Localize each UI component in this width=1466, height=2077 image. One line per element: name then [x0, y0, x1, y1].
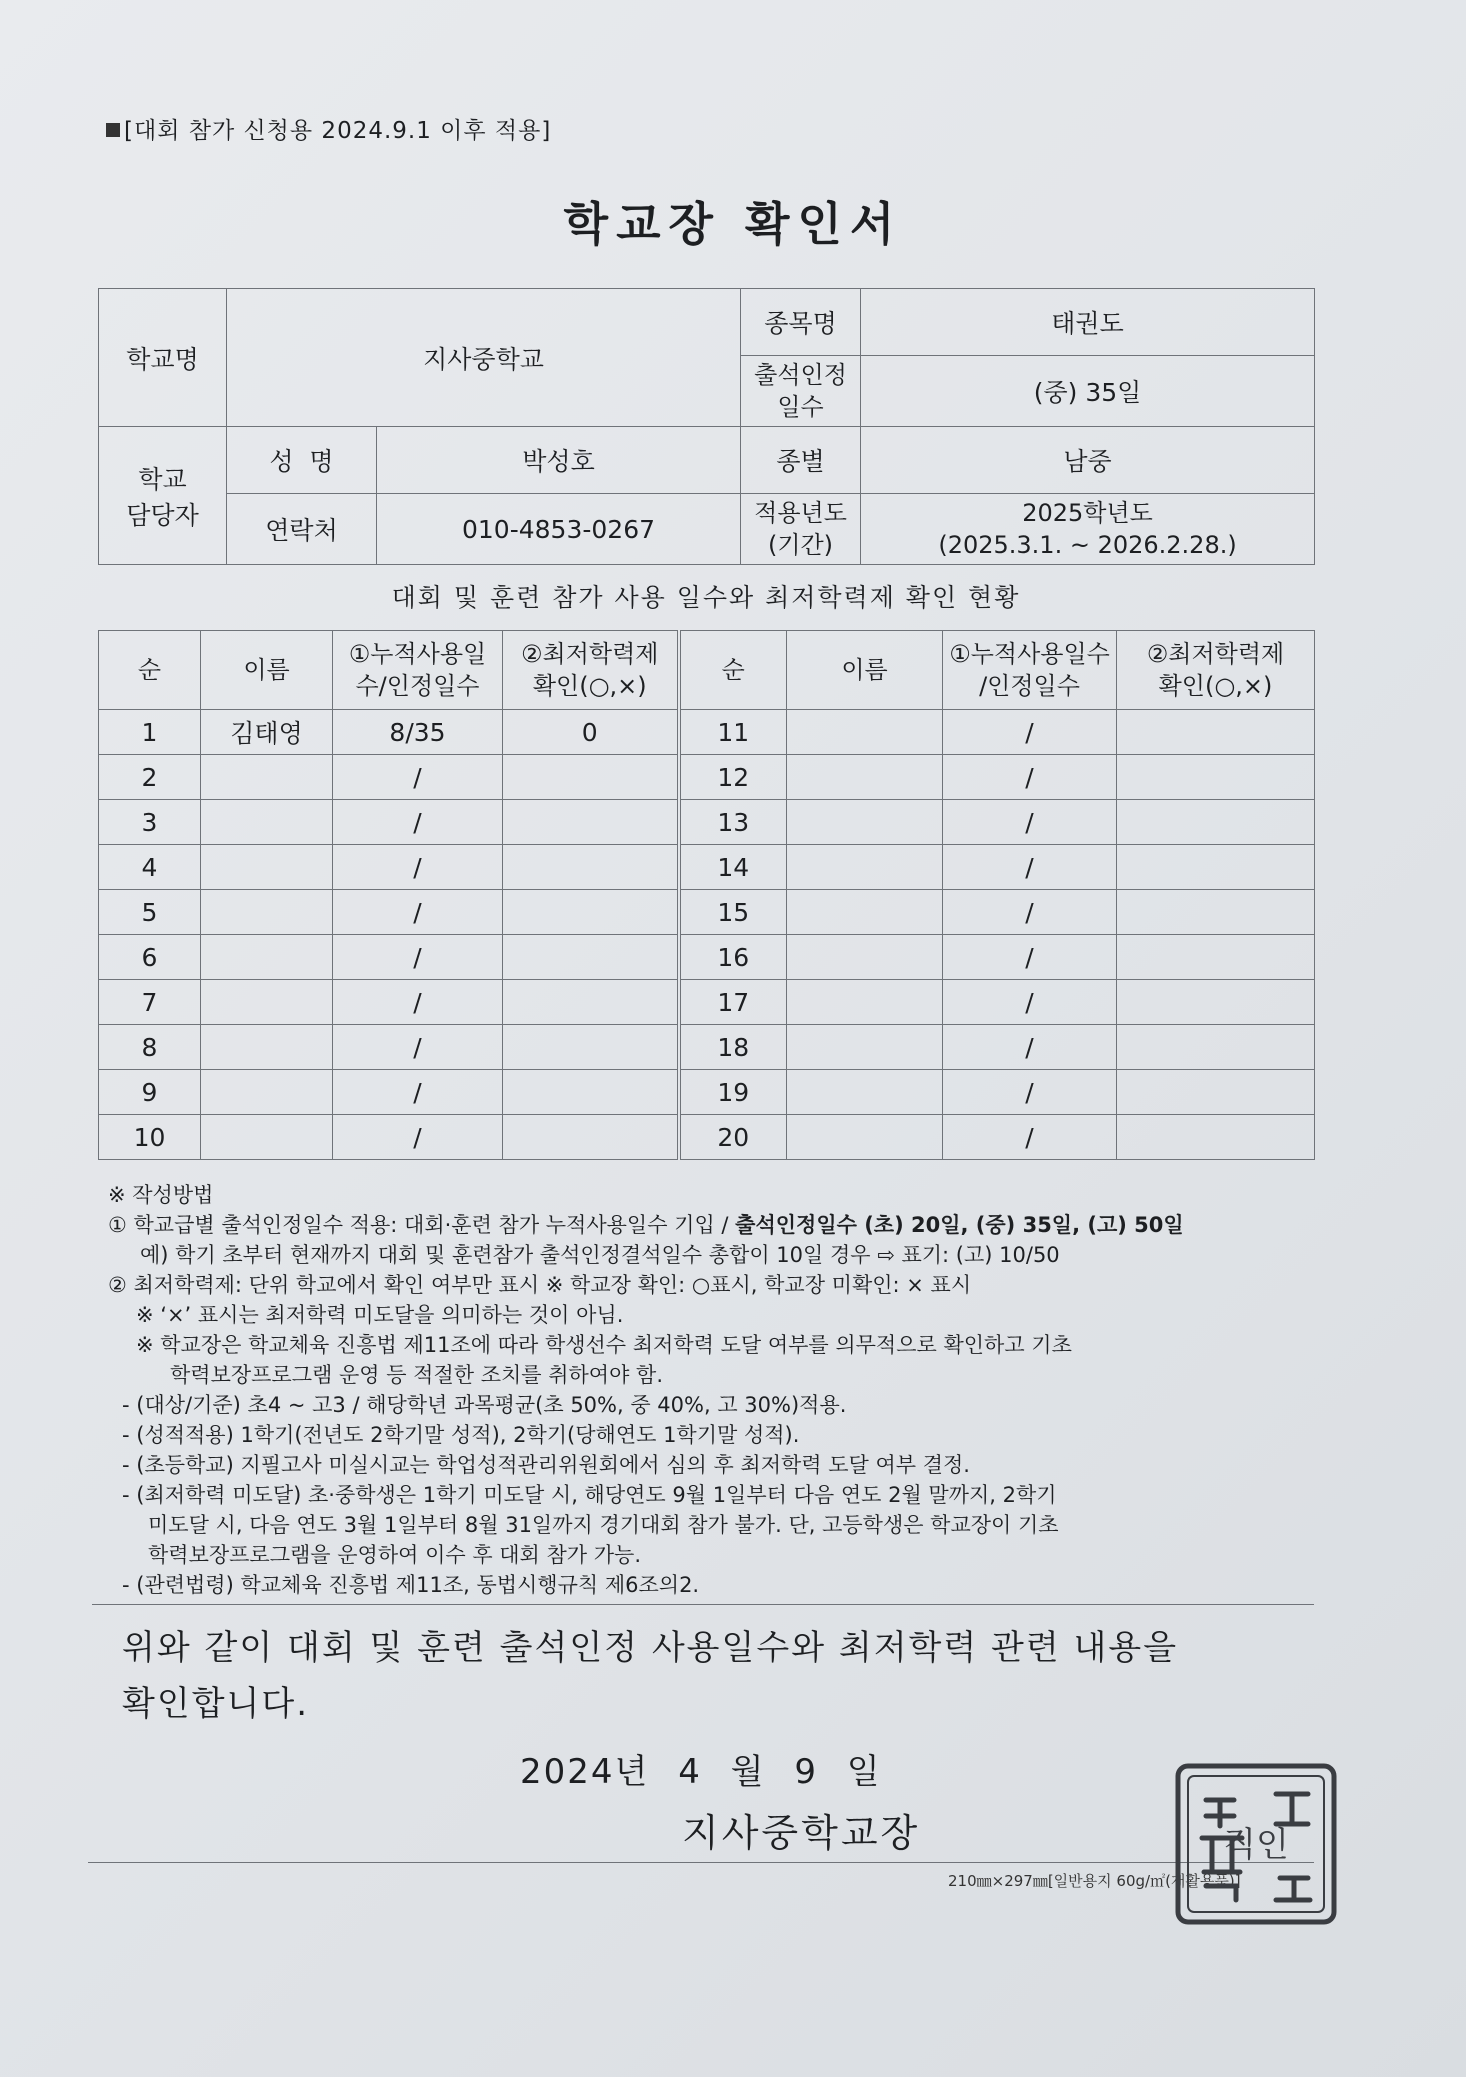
detail-grades: - (성적적용) 1학기(전년도 2학기말 성적), 2학기(당해연도 1학기말 성적).: [122, 1423, 800, 1447]
cell-days-right: /: [943, 1115, 1117, 1160]
category-value: 남중: [861, 427, 1315, 494]
cell-name-right: [787, 1070, 943, 1115]
attendance-value: (중) 35일: [861, 356, 1315, 427]
cell-no-left: 1: [99, 710, 201, 755]
sport-label: 종목명: [741, 289, 861, 356]
cell-days-left: /: [333, 1070, 503, 1115]
cell-days-left: /: [333, 800, 503, 845]
cell-name-right: [787, 755, 943, 800]
document-title: 학교장 확인서: [563, 197, 903, 251]
cell-check-left: [503, 1070, 679, 1115]
detail-laws: - (관련법령) 학교체육 진흥법 제11조, 동법시행규칙 제6조의2.: [122, 1573, 700, 1597]
cell-check-right: [1117, 980, 1315, 1025]
header-name-right: 이름: [787, 631, 943, 710]
paper-spec: 210㎜×297㎜[일반용지 60g/㎡(재활용품)]: [948, 1872, 1241, 1890]
table-row: [99, 890, 1315, 935]
table-row: [99, 1115, 1315, 1160]
cell-check-left: [503, 755, 679, 800]
cell-days-left: /: [333, 980, 503, 1025]
cell-check-left: [503, 1115, 679, 1160]
cell-days-right: /: [943, 755, 1117, 800]
section-title: 대회 및 훈련 참가 사용 일수와 최저학력제 확인 현황: [391, 583, 1021, 612]
table-row: [99, 710, 1315, 755]
cell-no-right: 16: [679, 935, 787, 980]
note-1: ① 학교급별 출석인정일수 적용: 대회·훈련 참가 누적사용일수 기입 / 출석인정일수 (초) 20일, (중) 35일, (고) 50일: [108, 1213, 1184, 1237]
cell-name-left: [201, 890, 333, 935]
note-2-b: ※ 학교장은 학교체육 진흥법 제11조에 따라 학생선수 최저학력 도달 여부를 의무적으로 확인하고 기초: [136, 1333, 1072, 1357]
detail-target: - (대상/기준) 초4 ~ 고3 / 해당학년 과목평균(초 50%, 중 40%, 고 30%)적용.: [122, 1393, 847, 1417]
cell-days-right: /: [943, 1070, 1117, 1115]
cell-name-left: [201, 800, 333, 845]
cell-no-left: 5: [99, 890, 201, 935]
contact-value: 010-4853-0267: [377, 494, 741, 565]
table-row: [99, 980, 1315, 1025]
year-label: 적용년도 (기간): [741, 494, 861, 565]
year-value: 2025학년도 (2025.3.1. ~ 2026.2.28.): [861, 494, 1315, 565]
cell-name-right: [787, 1025, 943, 1070]
cell-days-right: /: [943, 1025, 1117, 1070]
confirmation-statement: 위와 같이 대회 및 훈련 출석인정 사용일수와 최저학력 관련 내용을 확인합니다.: [122, 1628, 1179, 1724]
form-usage-tag: [대회 참가 신청용 2024.9.1 이후 적용]: [106, 112, 551, 145]
contact-label: 연락처: [227, 494, 377, 565]
cell-name-right: [787, 710, 943, 755]
table-row: [99, 1070, 1315, 1115]
cell-no-left: 7: [99, 980, 201, 1025]
note-2-a: ※ ‘×’ 표시는 최저학력 미도달을 의미하는 것이 아님.: [136, 1303, 624, 1327]
cell-check-left: [503, 980, 679, 1025]
cell-no-right: 19: [679, 1070, 787, 1115]
header-days-right: ①누적사용일수 /인정일수: [943, 631, 1117, 710]
note-1-example: 예) 학기 초부터 현재까지 대회 및 훈련참가 출석인정결석일수 총합이 10일 경우 ⇨ 표기: (고) 10/50: [140, 1243, 1060, 1267]
cell-no-right: 15: [679, 890, 787, 935]
name-value: 박성호: [377, 427, 741, 494]
cell-no-right: 20: [679, 1115, 787, 1160]
cell-name-left: [201, 980, 333, 1025]
name-label: 성 명: [227, 427, 377, 494]
info-table: [98, 288, 1315, 565]
square-bullet-icon: [106, 123, 120, 137]
cell-check-right: [1117, 845, 1315, 890]
cell-no-left: 10: [99, 1115, 201, 1160]
cell-no-left: 4: [99, 845, 201, 890]
cell-name-right: [787, 890, 943, 935]
detail-failure: - (최저학력 미도달) 초·중학생은 1학기 미도달 시, 해당연도 9월 1일부터 다음 연도 2월 말까지, 2학기: [122, 1483, 1057, 1507]
cell-check-right: [1117, 935, 1315, 980]
cell-days-right: /: [943, 845, 1117, 890]
cell-days-left: /: [333, 1115, 503, 1160]
cell-check-left: [503, 800, 679, 845]
cell-days-right: /: [943, 980, 1117, 1025]
cell-name-right: [787, 1115, 943, 1160]
cell-days-right: /: [943, 710, 1117, 755]
seal-label: 직인: [1223, 1825, 1289, 1865]
cell-no-left: 9: [99, 1070, 201, 1115]
participation-table: [98, 630, 1315, 1160]
notes-heading: ※ 작성방법: [108, 1183, 214, 1207]
cell-name-left: 김태영: [201, 710, 333, 755]
cell-days-left: /: [333, 1025, 503, 1070]
cell-no-right: 13: [679, 800, 787, 845]
table-header-row: [99, 631, 1315, 710]
note-2: ② 최저학력제: 단위 학교에서 확인 여부만 표시 ※ 학교장 확인: ○표시, 학교장 미확인: × 표시: [108, 1273, 972, 1297]
cell-check-right: [1117, 1115, 1315, 1160]
cell-check-right: [1117, 755, 1315, 800]
table-row: [99, 1025, 1315, 1070]
divider: [92, 1604, 1314, 1605]
cell-days-left: /: [333, 845, 503, 890]
detail-failure-cont-1: 미도달 시, 다음 연도 3월 1일부터 8월 31일까지 경기대회 참가 불가. 단, 고등학생은 학교장이 기초: [148, 1513, 1059, 1537]
header-no-left: 순: [99, 631, 201, 710]
detail-elementary: - (초등학교) 지필고사 미실시교는 학업성적관리위원회에서 심의 후 최저학력 도달 여부 결정.: [122, 1453, 970, 1477]
cell-no-left: 3: [99, 800, 201, 845]
cell-no-right: 14: [679, 845, 787, 890]
cell-days-left: /: [333, 755, 503, 800]
cell-name-right: [787, 845, 943, 890]
cell-check-left: 0: [503, 710, 679, 755]
cell-days-right: /: [943, 935, 1117, 980]
cell-days-left: /: [333, 935, 503, 980]
school-value: 지사중학교: [227, 289, 741, 427]
table-row: [99, 935, 1315, 980]
footer-divider: [88, 1862, 1314, 1863]
cell-name-left: [201, 845, 333, 890]
header-no-right: 순: [679, 631, 787, 710]
header-days-left: ①누적사용일 수/인정일수: [333, 631, 503, 710]
manager-label: 학교 담당자: [99, 427, 227, 565]
cell-no-right: 11: [679, 710, 787, 755]
cell-days-right: /: [943, 800, 1117, 845]
cell-no-right: 12: [679, 755, 787, 800]
cell-check-right: [1117, 1070, 1315, 1115]
header-check-left: ②최저학력제 확인(○,×): [503, 631, 679, 710]
table-row: [99, 800, 1315, 845]
cell-check-left: [503, 845, 679, 890]
cell-name-left: [201, 1070, 333, 1115]
cell-check-left: [503, 890, 679, 935]
principal-name: 지사중학교장: [682, 1811, 921, 1855]
cell-name-right: [787, 800, 943, 845]
header-name-left: 이름: [201, 631, 333, 710]
header-check-right: ②최저학력제 확인(○,×): [1117, 631, 1315, 710]
cell-name-right: [787, 935, 943, 980]
cell-check-right: [1117, 800, 1315, 845]
cell-check-left: [503, 935, 679, 980]
cell-days-left: 8/35: [333, 710, 503, 755]
sport-value: 태권도: [861, 289, 1315, 356]
cell-check-right: [1117, 1025, 1315, 1070]
official-seal-icon: [1172, 1760, 1340, 1928]
category-label: 종별: [741, 427, 861, 494]
cell-no-left: 8: [99, 1025, 201, 1070]
cell-days-right: /: [943, 890, 1117, 935]
cell-name-left: [201, 1025, 333, 1070]
detail-failure-cont-2: 학력보장프로그램을 운영하여 이수 후 대회 참가 가능.: [148, 1543, 642, 1567]
table-row: [99, 755, 1315, 800]
school-label: 학교명: [99, 289, 227, 427]
table-row: [99, 845, 1315, 890]
cell-name-left: [201, 755, 333, 800]
cell-check-right: [1117, 710, 1315, 755]
cell-days-left: /: [333, 890, 503, 935]
cell-name-left: [201, 935, 333, 980]
table-body: [99, 710, 1315, 1160]
issue-date: 2024년 4 월 9 일: [520, 1752, 882, 1792]
cell-name-right: [787, 980, 943, 1025]
instructions: [108, 1180, 1318, 1600]
cell-no-right: 17: [679, 980, 787, 1025]
note-2-b-cont: 학력보장프로그램 운영 등 적절한 조치를 취하여야 함.: [170, 1363, 664, 1387]
attendance-label: 출석인정 일수: [741, 356, 861, 427]
cell-name-left: [201, 1115, 333, 1160]
cell-no-right: 18: [679, 1025, 787, 1070]
cell-no-left: 6: [99, 935, 201, 980]
cell-check-left: [503, 1025, 679, 1070]
cell-no-left: 2: [99, 755, 201, 800]
cell-check-right: [1117, 890, 1315, 935]
